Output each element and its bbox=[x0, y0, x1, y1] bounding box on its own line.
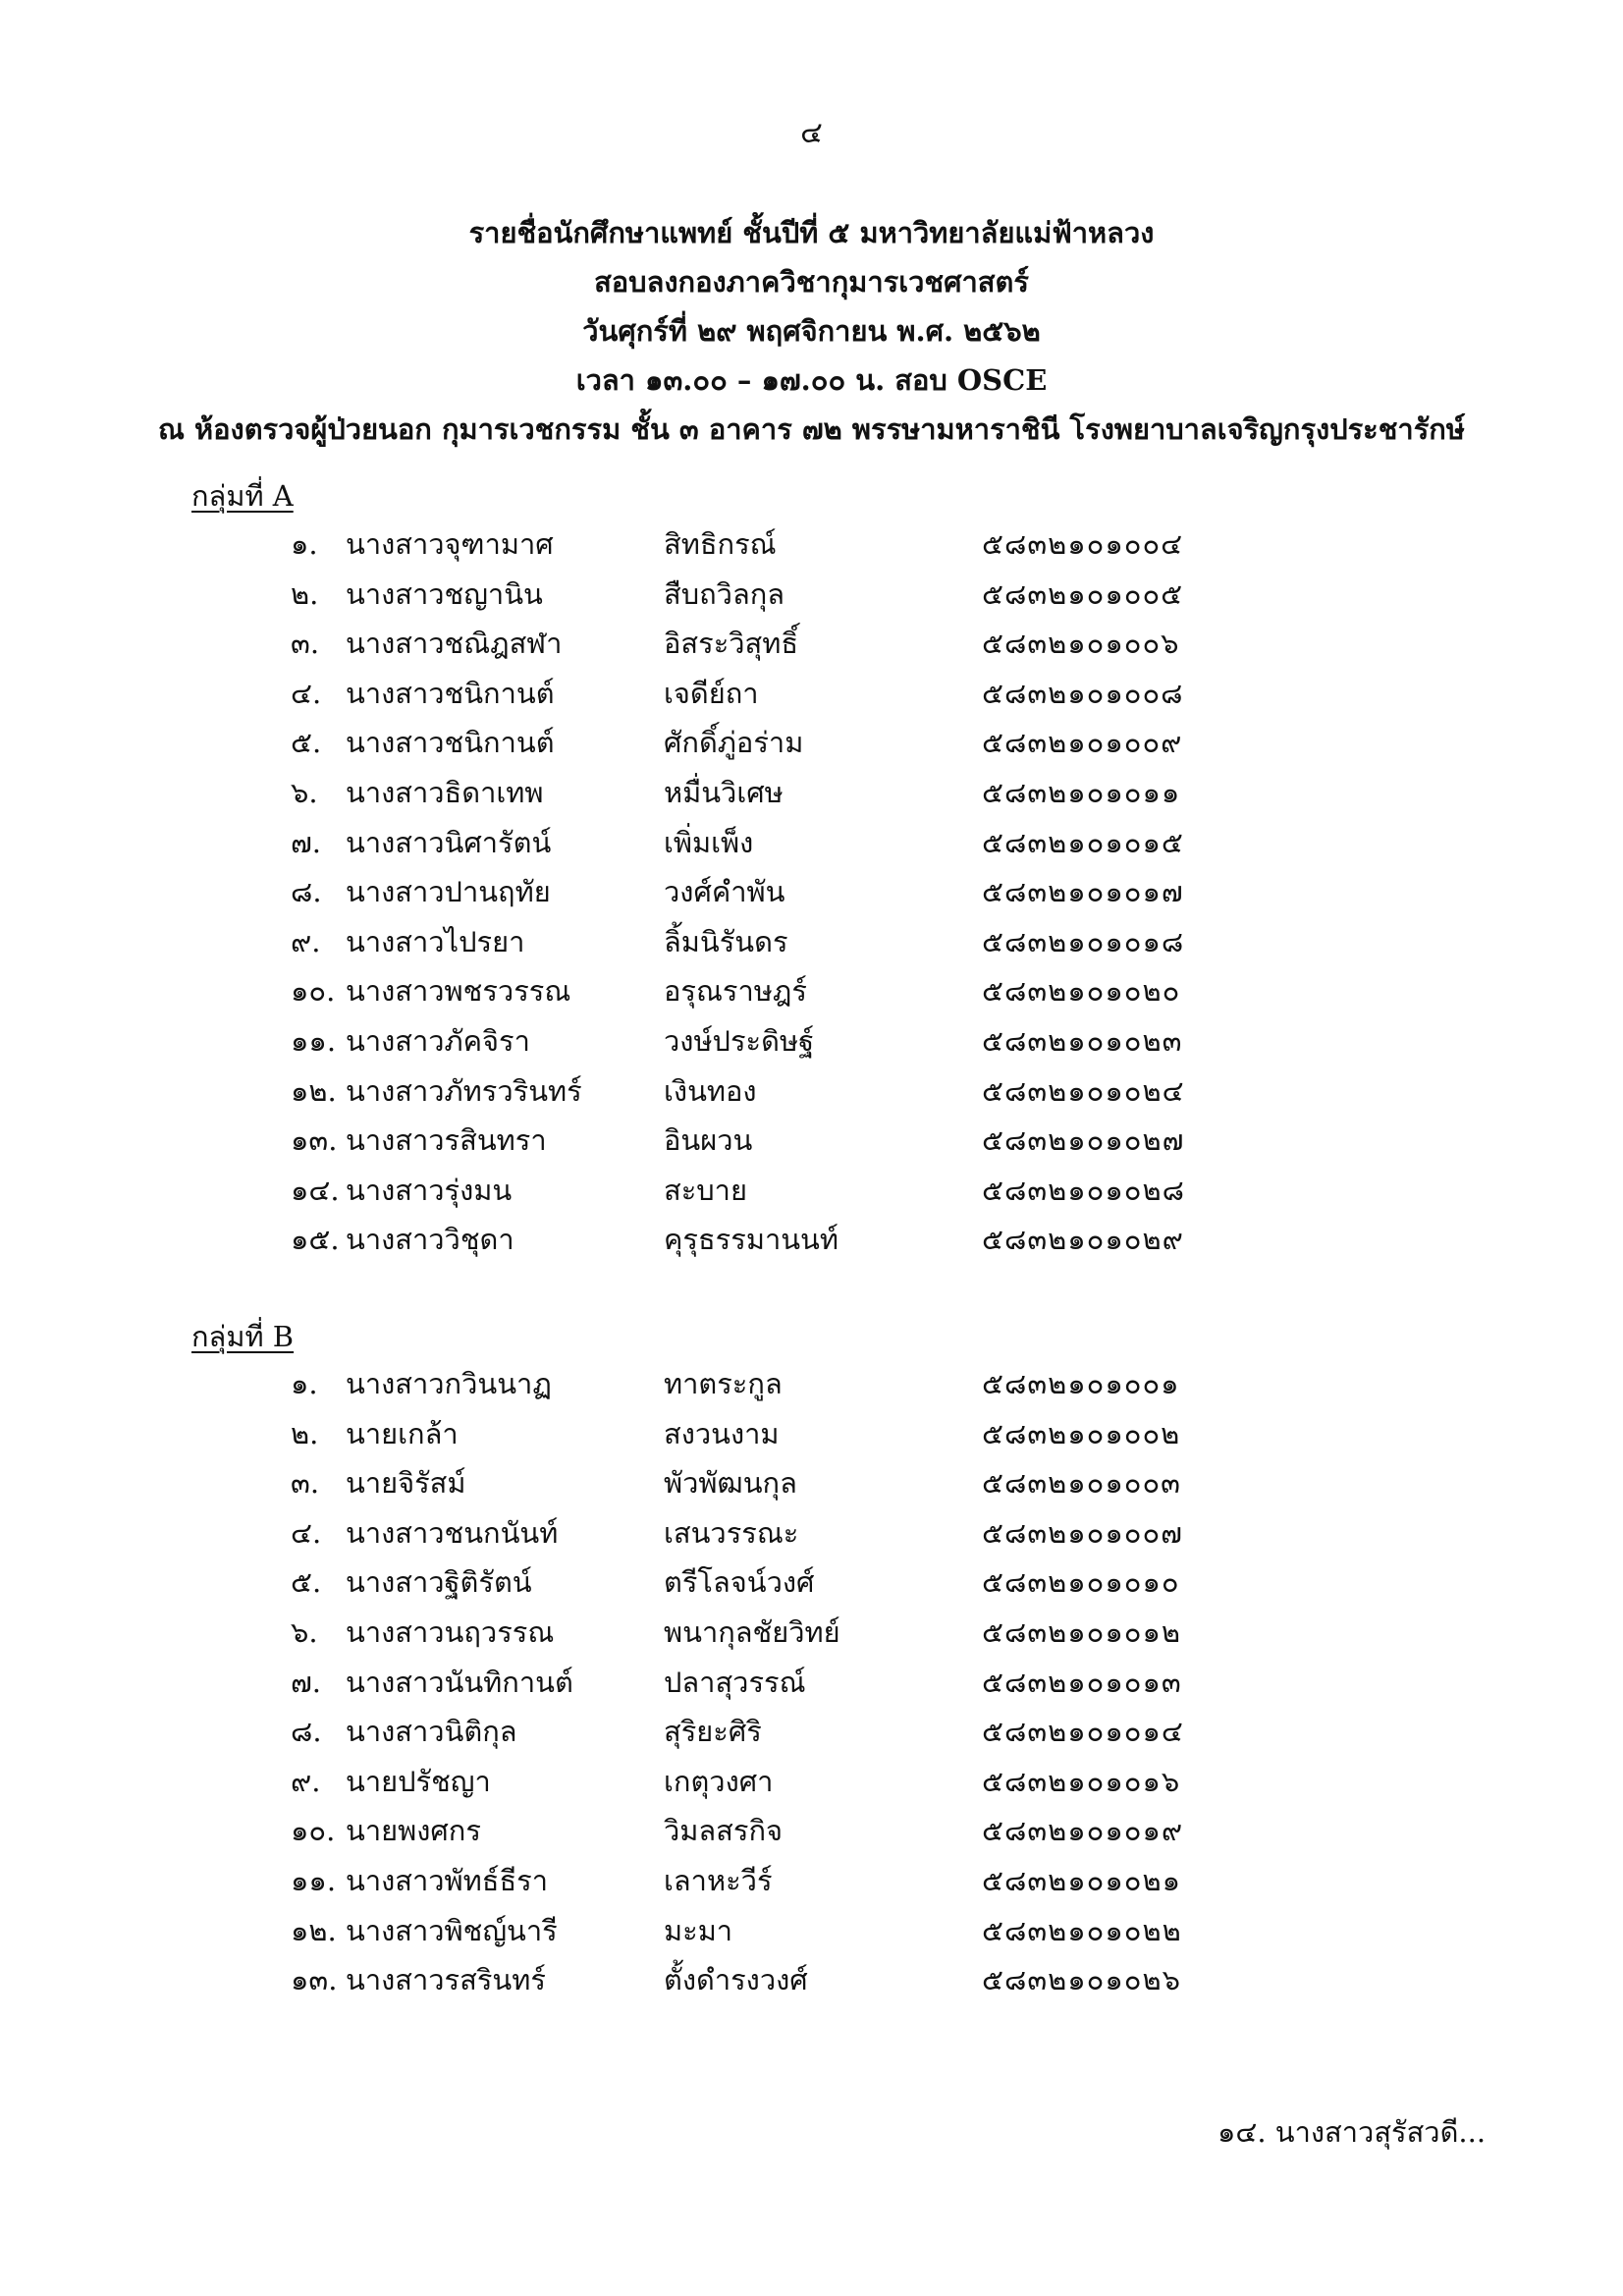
student-first-name: นางสาวรสินทรา bbox=[346, 1123, 547, 1158]
student-row bbox=[0, 1409, 1623, 1459]
student-number: ๓. bbox=[291, 627, 320, 661]
student-last-name: สิทธิกรณ์ bbox=[664, 527, 777, 561]
student-last-name: อิสระวิสุทธิ์ bbox=[664, 627, 799, 661]
student-number: ๙. bbox=[291, 1764, 321, 1798]
student-number: ๗. bbox=[291, 825, 322, 859]
student-number: ๖. bbox=[291, 775, 318, 809]
student-last-name: พนากุลชัยวิทย์ bbox=[664, 1614, 840, 1649]
header-title: รายชื่อนักศึกษาแพทย์ ชั้นปีที่ ๕ มหาวิทยาลัยแม่ฟ้าหลวง bbox=[468, 216, 1155, 249]
student-row bbox=[0, 917, 1623, 967]
student-id: ๕๘๓๒๑๐๑๐๒๗ bbox=[982, 1123, 1185, 1158]
student-id: ๕๘๓๒๑๐๑๐๑๙ bbox=[982, 1814, 1184, 1848]
student-first-name: นางสาวชญานิน bbox=[346, 576, 543, 611]
student-id: ๕๘๓๒๑๐๑๐๑๒ bbox=[982, 1614, 1182, 1649]
student-row bbox=[0, 1359, 1623, 1409]
student-id: ๕๘๓๒๑๐๑๐๑๔ bbox=[982, 1715, 1184, 1749]
student-first-name: นางสาวปานฤทัย bbox=[346, 875, 551, 909]
student-first-name: นางสาวชนกนันท์ bbox=[346, 1515, 559, 1550]
student-id: ๕๘๓๒๑๐๑๐๑๗ bbox=[982, 875, 1184, 909]
student-first-name: นางสาวภัคจิรา bbox=[346, 1023, 530, 1058]
group-a-list bbox=[0, 519, 1623, 1265]
student-id: ๕๘๓๒๑๐๑๐๒๔ bbox=[982, 1073, 1185, 1108]
student-row bbox=[0, 570, 1623, 620]
student-last-name: อรุณราษฎร์ bbox=[664, 974, 807, 1009]
student-row bbox=[0, 1116, 1623, 1166]
student-first-name: นางสาววิชุดา bbox=[346, 1223, 514, 1257]
student-row bbox=[0, 867, 1623, 917]
student-id: ๕๘๓๒๑๐๑๐๒๓ bbox=[982, 1023, 1183, 1058]
student-id: ๕๘๓๒๑๐๑๐๐๕ bbox=[982, 576, 1184, 611]
student-id: ๕๘๓๒๑๐๑๐๒๒ bbox=[982, 1913, 1182, 1947]
student-id: ๕๘๓๒๑๐๑๐๐๙ bbox=[982, 726, 1183, 760]
student-first-name: นางสาวไปรยา bbox=[346, 924, 525, 958]
student-first-name: นางสาวพิชญ์นารี bbox=[346, 1913, 558, 1947]
student-first-name: นางสาวนิศารัตน์ bbox=[346, 825, 552, 859]
student-row bbox=[0, 669, 1623, 719]
student-last-name: อินผวน bbox=[664, 1123, 753, 1158]
student-first-name: นางสาวนันทิกานต์ bbox=[346, 1665, 573, 1699]
page-number: ๔ bbox=[800, 116, 823, 150]
student-first-name: นางสาวธิดาเทพ bbox=[346, 775, 544, 809]
student-last-name: มะมา bbox=[664, 1913, 733, 1947]
student-id: ๕๘๓๒๑๐๑๐๑๑ bbox=[982, 775, 1181, 809]
student-number: ๑๐. bbox=[291, 1814, 336, 1848]
student-first-name: นายพงศกร bbox=[346, 1814, 481, 1848]
student-number: ๓. bbox=[291, 1466, 320, 1501]
student-row bbox=[0, 768, 1623, 818]
document-header bbox=[0, 208, 1623, 454]
student-last-name: เพิ่มเพ็ง bbox=[664, 825, 754, 859]
student-first-name: นางสาวจุฑามาศ bbox=[346, 527, 554, 561]
student-first-name: นายจิรัสม์ bbox=[346, 1466, 466, 1501]
student-number: ๖. bbox=[291, 1614, 318, 1649]
student-first-name: นางสาวนฤวรรณ bbox=[346, 1614, 555, 1649]
student-row bbox=[0, 1658, 1623, 1708]
student-number: ๑. bbox=[291, 1367, 318, 1400]
student-first-name: นางสาวกวินนาฏ bbox=[346, 1367, 552, 1400]
student-number: ๙. bbox=[291, 924, 321, 958]
student-first-name: นางสาวฐิติรัตน์ bbox=[346, 1565, 532, 1600]
student-row bbox=[0, 1906, 1623, 1956]
student-last-name: เงินทอง bbox=[664, 1073, 757, 1108]
student-id: ๕๘๓๒๑๐๑๐๐๘ bbox=[982, 676, 1184, 710]
student-number: ๘. bbox=[291, 1715, 322, 1749]
group-a-heading: กลุ่มที่ A bbox=[191, 479, 294, 513]
student-number: ๔. bbox=[291, 1515, 322, 1550]
student-id: ๕๘๓๒๑๐๑๐๑๕ bbox=[982, 825, 1184, 859]
student-row bbox=[0, 966, 1623, 1016]
student-first-name: นางสาวนิติกุล bbox=[346, 1715, 517, 1749]
student-last-name: ลิ้มนิรันดร bbox=[664, 924, 788, 958]
student-id: ๕๘๓๒๑๐๑๐๐๗ bbox=[982, 1515, 1183, 1550]
student-row bbox=[0, 1215, 1623, 1265]
student-number: ๑๓. bbox=[291, 1963, 338, 1997]
student-id: ๕๘๓๒๑๐๑๐๒๘ bbox=[982, 1173, 1185, 1207]
student-id: ๕๘๓๒๑๐๑๐๐๓ bbox=[982, 1466, 1182, 1501]
student-row bbox=[0, 1016, 1623, 1066]
header-subtitle: สอบลงกองภาควิชากุมารเวชศาสตร์ bbox=[594, 265, 1029, 299]
student-last-name: สืบถวิลกุล bbox=[664, 576, 785, 611]
header-time: เวลา ๑๓.๐๐ – ๑๗.๐๐ น. สอบ OSCE bbox=[575, 363, 1048, 397]
student-row bbox=[0, 818, 1623, 868]
student-number: ๑๓. bbox=[291, 1123, 338, 1158]
student-last-name: ตั้งดำรงวงศ์ bbox=[664, 1963, 808, 1997]
student-number: ๗. bbox=[291, 1665, 322, 1699]
student-row bbox=[0, 1757, 1623, 1807]
student-id: ๕๘๓๒๑๐๑๐๑๖ bbox=[982, 1764, 1181, 1798]
header-location: ณ ห้องตรวจผู้ป่วยนอก กุมารเวชกรรม ชั้น ๓ อาคาร ๗๒ พรรษามหาราชินี โรงพยาบาลเจริญกรุงประชารักษ์ bbox=[158, 412, 1465, 446]
student-first-name: นางสาวชนิกานต์ bbox=[346, 726, 555, 760]
student-row bbox=[0, 1166, 1623, 1216]
student-last-name: วงษ์ประดิษฐ์ bbox=[664, 1023, 815, 1058]
student-row bbox=[0, 1508, 1623, 1558]
student-first-name: นายปรัชญา bbox=[346, 1764, 491, 1798]
student-row bbox=[0, 1707, 1623, 1757]
student-last-name: เสนวรรณะ bbox=[664, 1515, 799, 1550]
group-b-heading: กลุ่มที่ B bbox=[191, 1320, 295, 1353]
student-first-name: นายเกล้า bbox=[346, 1416, 459, 1450]
student-last-name: เกตุวงศา bbox=[664, 1764, 774, 1798]
student-number: ๑๒. bbox=[291, 1913, 337, 1947]
student-number: ๒. bbox=[291, 576, 319, 611]
student-last-name: สะบาย bbox=[664, 1173, 747, 1207]
student-id: ๕๘๓๒๑๐๑๐๒๑ bbox=[982, 1863, 1182, 1897]
student-number: ๕. bbox=[291, 726, 322, 760]
student-row bbox=[0, 718, 1623, 768]
student-last-name: สงวนงาม bbox=[664, 1416, 780, 1450]
student-last-name: สุริยะศิริ bbox=[664, 1715, 762, 1749]
student-row bbox=[0, 1066, 1623, 1117]
student-number: ๑๑. bbox=[291, 1863, 337, 1897]
student-first-name: นางสาวรุ่งมน bbox=[346, 1173, 513, 1207]
student-id: ๕๘๓๒๑๐๑๐๑๘ bbox=[982, 924, 1185, 958]
student-first-name: นางสาวชนิกานต์ bbox=[346, 676, 555, 710]
student-last-name: คุรุธรรมานนท์ bbox=[664, 1223, 839, 1257]
student-id: ๕๘๓๒๑๐๑๐๐๖ bbox=[982, 627, 1180, 661]
student-id: ๕๘๓๒๑๐๑๐๐๑ bbox=[982, 1367, 1180, 1400]
student-number: ๑๒. bbox=[291, 1073, 337, 1108]
student-last-name: ทาตระกูล bbox=[664, 1367, 783, 1400]
student-id: ๕๘๓๒๑๐๑๐๒๙ bbox=[982, 1223, 1184, 1257]
student-id: ๕๘๓๒๑๐๑๐๐๒ bbox=[982, 1416, 1181, 1450]
student-number: ๑๔. bbox=[291, 1173, 340, 1207]
student-id: ๕๘๓๒๑๐๑๐๑๓ bbox=[982, 1665, 1182, 1699]
student-last-name: ศักดิ์ภู่อร่าม bbox=[664, 726, 804, 760]
group-b-list bbox=[0, 1359, 1623, 2005]
student-number: ๑๕. bbox=[291, 1223, 340, 1257]
student-last-name: หมื่นวิเศษ bbox=[664, 775, 784, 809]
student-last-name: ตรีโลจน์วงศ์ bbox=[664, 1565, 815, 1600]
student-row bbox=[0, 1806, 1623, 1856]
student-number: ๑๐. bbox=[291, 974, 336, 1009]
student-number: ๑๑. bbox=[291, 1023, 337, 1058]
student-row bbox=[0, 519, 1623, 570]
student-number: ๕. bbox=[291, 1565, 322, 1600]
student-first-name: นางสาวชณิฎสฬา bbox=[346, 627, 563, 661]
student-row bbox=[0, 1856, 1623, 1906]
student-last-name: พัวพัฒนกุล bbox=[664, 1466, 797, 1501]
student-row bbox=[0, 1558, 1623, 1608]
student-last-name: วงศ์คำพัน bbox=[664, 875, 785, 909]
header-date: วันศุกร์ที่ ๒๙ พฤศจิกายน พ.ศ. ๒๕๖๒ bbox=[582, 314, 1041, 348]
student-number: ๑. bbox=[291, 527, 318, 561]
student-last-name: ปลาสุวรรณ์ bbox=[664, 1665, 806, 1699]
student-first-name: นางสาวพัทธ์ธีรา bbox=[346, 1863, 549, 1897]
student-row bbox=[0, 619, 1623, 669]
student-last-name: เจดีย์ถา bbox=[664, 676, 759, 710]
student-row bbox=[0, 1458, 1623, 1508]
student-first-name: นางสาวพชรวรรณ bbox=[346, 974, 571, 1009]
student-last-name: เลาหะวีร์ bbox=[664, 1863, 773, 1897]
student-id: ๕๘๓๒๑๐๑๐๑๐ bbox=[982, 1565, 1180, 1600]
student-last-name: วิมลสรกิจ bbox=[664, 1814, 783, 1848]
student-id: ๕๘๓๒๑๐๑๐๒๖ bbox=[982, 1963, 1182, 1997]
student-number: ๔. bbox=[291, 676, 322, 710]
student-number: ๘. bbox=[291, 875, 322, 909]
student-first-name: นางสาวภัทรวรินทร์ bbox=[346, 1073, 582, 1108]
student-first-name: นางสาวรสรินทร์ bbox=[346, 1963, 546, 1997]
student-id: ๕๘๓๒๑๐๑๐๒๐ bbox=[982, 974, 1181, 1009]
student-row bbox=[0, 1955, 1623, 2005]
student-number: ๒. bbox=[291, 1416, 319, 1450]
student-id: ๕๘๓๒๑๐๑๐๐๔ bbox=[982, 527, 1184, 561]
continuation-note: ๑๔. นางสาวสุรัสวดี... bbox=[1217, 2115, 1487, 2149]
student-row bbox=[0, 1608, 1623, 1658]
